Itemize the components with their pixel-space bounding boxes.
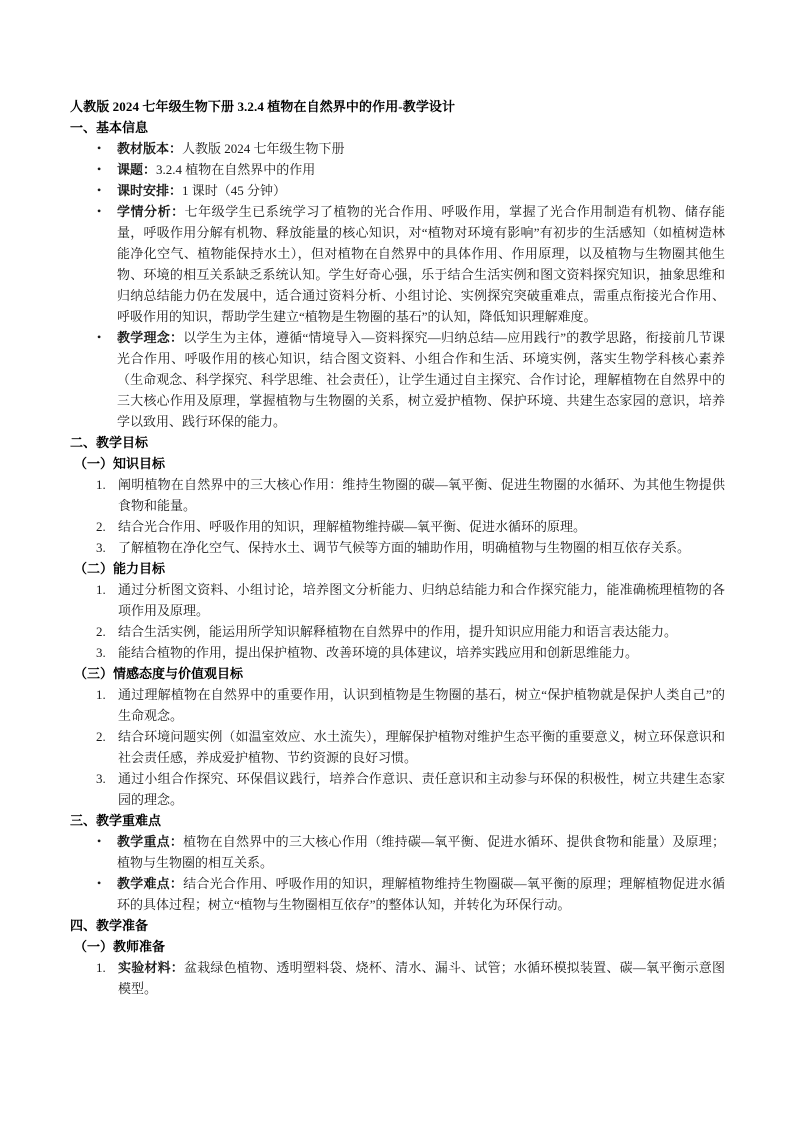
item-label: 实验材料 xyxy=(118,960,171,975)
item-label: 课时安排 xyxy=(117,183,170,198)
item-label: 教材版本 xyxy=(117,141,170,156)
list-item: 结合环境问题实例（如温室效应、水土流失），理解保护植物对维护生态平衡的重要意义，树立环保意识和社会责任感，养成爱护植物、节约资源的良好习惯。 xyxy=(118,729,725,765)
item-separator: ： xyxy=(143,162,157,177)
key-difficult-list xyxy=(70,831,725,915)
list-item xyxy=(70,138,725,159)
list-item xyxy=(70,873,725,915)
item-label: 教学难点 xyxy=(117,876,170,891)
item-separator: ： xyxy=(170,330,184,345)
item-separator: ： xyxy=(169,141,183,156)
item-text: 七年级学生已系统学习了植物的光合作用、呼吸作用，掌握了光合作用制造有机物、储存能量，呼吸作用分解有机物、释放能量的核心知识，对“植物对环境有影响”有初步的生活感知（如植树造林能净化空气、植物能保持水土），但对植物在自然界中的具体作用、作用原理，以及植物与生物圈其他生物、环境的相互关系缺乏系统认知。学生好奇心强，乐于结合生活实例和图文资料探究知识，抽象思维和归纳总结能力仍在发展中，适合通过资料分析、小组讨论、实例探究突破重难点，需重点衔接光合作用、呼吸作用的知识，帮助学生建立“植物是生物圈的基石”的认知，降低知识理解难度。 xyxy=(117,204,725,324)
item-label: 学情分析 xyxy=(117,204,172,219)
affective-objectives-list xyxy=(70,684,725,810)
item-label: 课题 xyxy=(117,162,144,177)
list-item xyxy=(70,180,725,201)
list-item: 能结合植物的作用，提出保护植物、改善环境的具体建议，培养实践应用和创新思维能力。 xyxy=(118,645,639,660)
heading-text: 三、教学重难点 xyxy=(70,813,162,828)
list-item xyxy=(70,327,725,432)
list-item xyxy=(70,159,725,180)
heading-text: （一）知识目标 xyxy=(74,456,166,471)
heading-text: （三）情感态度与价值观目标 xyxy=(74,666,244,681)
section-heading-teaching-objectives xyxy=(70,432,725,453)
heading-text: 四、教学准备 xyxy=(70,918,149,933)
subsection-heading-teacher-preparation xyxy=(70,936,725,957)
item-label: 教学理念 xyxy=(117,330,170,345)
list-item xyxy=(70,831,725,873)
ability-objectives-list xyxy=(70,579,725,663)
list-item: 了解植物在净化空气、保持水土、调节气候等方面的辅助作用，明确植物与生物圈的相互依存关系。 xyxy=(118,540,691,555)
list-item: 通过小组合作探究、环保倡议践行，培养合作意识、责任意识和主动参与环保的积极性，树立共建生态家园的理念。 xyxy=(118,771,725,807)
item-separator: ： xyxy=(169,834,184,849)
section-heading-key-difficult-points xyxy=(70,810,725,831)
subsection-heading-knowledge-objectives xyxy=(70,453,725,474)
item-text: 3.2.4 植物在自然界中的作用 xyxy=(156,162,316,177)
item-label: 教学重点 xyxy=(117,834,170,849)
teacher-preparation-list xyxy=(70,957,725,999)
basic-info-list xyxy=(70,138,725,432)
item-text: 1 课时（45 分钟） xyxy=(182,183,287,198)
page-title: 人教版 2024 七年级生物下册 3.2.4 植物在自然界中的作用-教学设计 xyxy=(70,99,456,114)
heading-text: （二）能力目标 xyxy=(74,561,166,576)
item-separator: ： xyxy=(170,960,184,975)
list-item xyxy=(70,957,725,999)
heading-text: 二、教学目标 xyxy=(70,435,149,450)
heading-text: （一）教师准备 xyxy=(74,939,166,954)
item-text: 盆栽绿色植物、透明塑料袋、烧杯、清水、漏斗、试管；水循环模拟装置、碳—氧平衡示意图模型。 xyxy=(118,960,725,996)
subsection-heading-affective-objectives xyxy=(70,663,725,684)
item-text: 以学生为主体，遵循“情境导入—资料探究—归纳总结—应用践行”的教学思路，衔接前几节课光合作用、呼吸作用的核心知识，结合图文资料、小组合作和生活、环境实例，落实生物学科核心素养（生命观念、科学探究、科学思维、社会责任），让学生通过自主探究、合作讨论，理解植物在自然界中的三大核心作用及原理，掌握植物与生物圈的关系，树立爱护植物、保护环境、共建生态家园的意识，培养学以致用、践行环保的能力。 xyxy=(117,330,725,429)
section-heading-preparation xyxy=(70,915,725,936)
section-heading-basic-info: 一、基本信息 xyxy=(70,120,149,135)
item-separator: ： xyxy=(169,876,184,891)
list-item: 结合光合作用、呼吸作用的知识，理解植物维持碳—氧平衡、促进水循环的原理。 xyxy=(118,519,587,534)
knowledge-objectives-list xyxy=(70,474,725,558)
list-item: 阐明植物在自然界中的三大核心作用：维持生物圈的碳—氧平衡、促进生物圈的水循环、为其他生物提供食物和能量。 xyxy=(118,477,725,513)
item-text: 结合光合作用、呼吸作用的知识，理解植物维持生物圈碳—氧平衡的原理；理解植物促进水循环的具体过程；树立“植物与生物圈相互依存”的整体认知，并转化为环保行动。 xyxy=(117,876,725,912)
item-text: 植物在自然界中的三大核心作用（维持碳—氧平衡、促进水循环、提供食物和能量）及原理；植物与生物圈的相互关系。 xyxy=(117,834,725,870)
item-text: 人教版 2024 七年级生物下册 xyxy=(182,141,345,156)
document-body xyxy=(70,96,725,999)
list-item: 通过分析图文资料、小组讨论，培养图文分析能力、归纳总结能力和合作探究能力，能准确梳理植物的各项作用及原理。 xyxy=(118,582,725,618)
item-separator: ： xyxy=(171,204,185,219)
item-separator: ： xyxy=(169,183,183,198)
subsection-heading-ability-objectives xyxy=(70,558,725,579)
list-item xyxy=(70,201,725,327)
list-item: 结合生活实例，能运用所学知识解释植物在自然界中的作用，提升知识应用能力和语言表达能力。 xyxy=(118,624,678,639)
list-item: 通过理解植物在自然界中的重要作用，认识到植物是生物圈的基石，树立“保护植物就是保护人类自己”的生命观念。 xyxy=(118,687,725,723)
